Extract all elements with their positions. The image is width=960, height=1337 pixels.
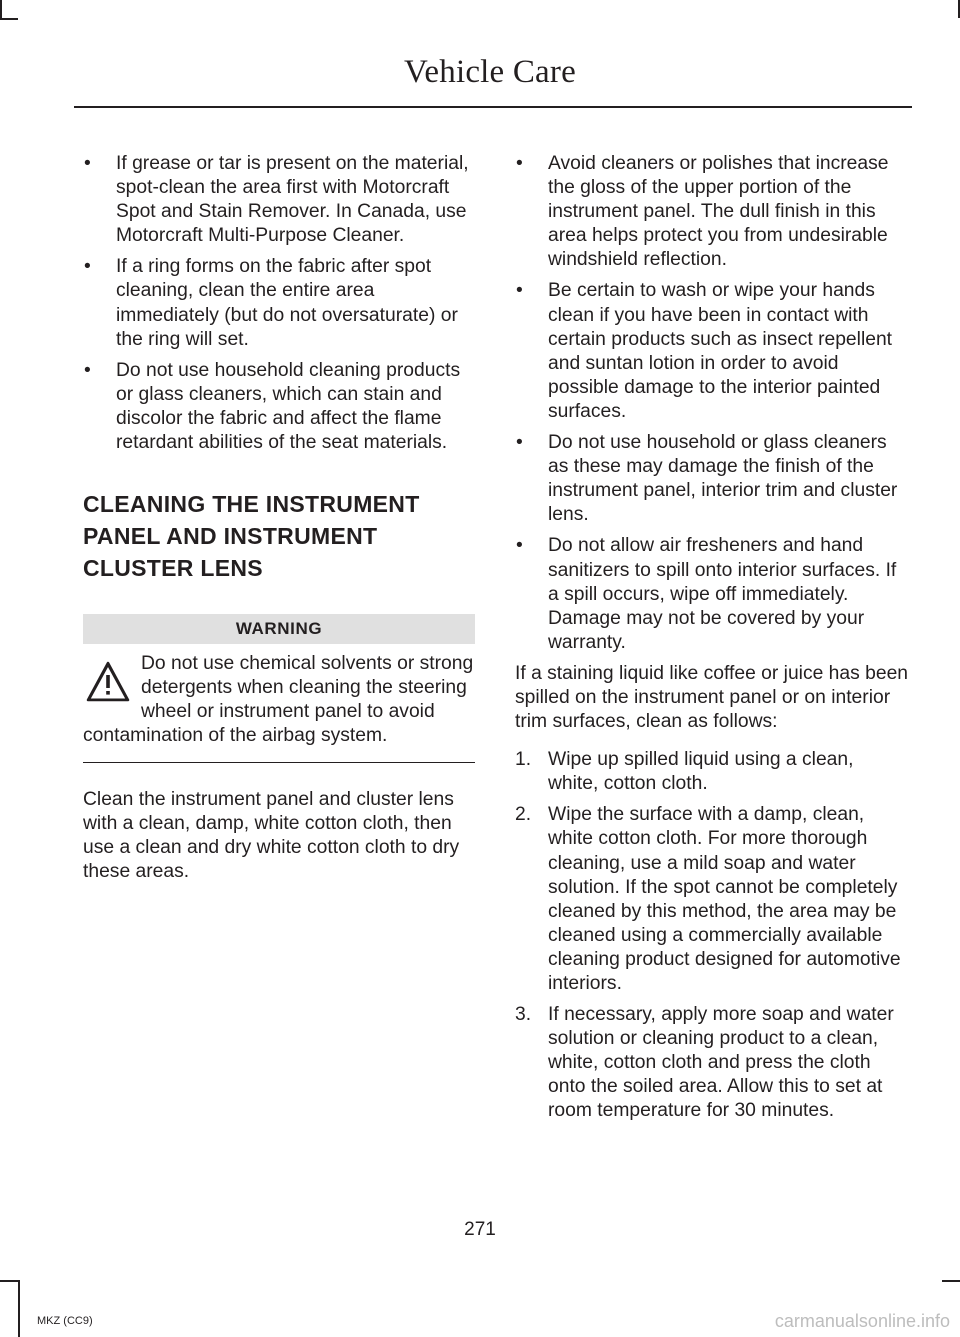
step-number: 1. (515, 749, 532, 771)
list-item (83, 152, 475, 248)
list-item (83, 255, 475, 351)
watermark: carmanualsonline.info (774, 1311, 950, 1331)
list-item-text: If a ring forms on the fabric after spot cleaning, clean the entire area immediately (but do not oversaturate) or the ring will set. (116, 256, 458, 350)
bullet-icon: • (516, 432, 523, 454)
step-number: 2. (515, 804, 532, 826)
list-item (515, 152, 909, 272)
list-item-text: If grease or tar is present on the material, spot-clean the area first with Motorcraft Spot and Stain Remover. In Canada, use Motorcraft Multi-Purpose Cleaner. (116, 153, 469, 247)
intro-paragraph: If a staining liquid like coffee or juice has been spilled on the instrument panel or on interior trim surfaces, clean as follows: (515, 662, 909, 733)
bullet-icon: • (516, 280, 523, 302)
list-item-text: Do not allow air fresheners and hand sanitizers to spill onto interior surfaces. If a spill occurs, wipe off immediately. Damage may not be covered by your warranty. (548, 535, 897, 653)
right-bullet-list (515, 152, 909, 655)
crop-mark-bottom-left (0, 1280, 18, 1282)
list-item (515, 1003, 909, 1123)
step-text: Wipe the surface with a damp, clean, white cotton cloth. For more thorough cleaning, use a mild soap and water solution. If the spot cannot be completely cleaned by this method, the area may be cleaned using a commercially available cleaning product designed for automotive interiors. (548, 804, 901, 994)
cleaning-steps-list (515, 748, 909, 1123)
left-column (83, 152, 475, 891)
footer-model-code: MKZ (CC9) (37, 1315, 93, 1327)
right-column (515, 152, 909, 1131)
list-item (83, 359, 475, 455)
list-item-text: Do not use household or glass cleaners as these may damage the finish of the instrument panel, interior trim and cluster lens. (548, 432, 898, 526)
bullet-icon: • (84, 359, 91, 381)
crop-mark-bottom-right (942, 1280, 960, 1282)
warning-triangle-icon (85, 660, 131, 704)
step-number: 3. (515, 1004, 532, 1026)
warning-box (83, 652, 475, 763)
warning-rule (83, 762, 475, 764)
body-paragraph: Clean the instrument panel and cluster lens with a clean, damp, white cotton cloth, then use a clean and dry white cotton cloth to dry these areas. (83, 789, 460, 883)
warning-text: Do not use chemical solvents or strong detergents when cleaning the steering wheel or instrument panel to avoid contamination of the airbag system. (83, 653, 474, 747)
page-header-title: Vehicle Care (404, 54, 576, 90)
crop-mark-top-right (958, 0, 960, 18)
step-text: If necessary, apply more soap and water solution or cleaning product to a clean, white, cotton cloth and press the cloth onto the soiled area. Allow this to set at room temperature for 30 minutes. (548, 1004, 894, 1122)
bullet-icon: • (84, 153, 91, 174)
crop-mark-bottom-left-v (18, 1280, 20, 1337)
step-text: Wipe up spilled liquid using a clean, white, cotton cloth. (548, 749, 854, 795)
list-item (515, 803, 909, 996)
crop-mark-top-left-h (0, 18, 18, 20)
bullet-icon: • (84, 256, 91, 278)
header-rule (74, 106, 912, 108)
list-item-text: Do not use household cleaning products or glass cleaners, which can stain and discolor the fabric and affect the flame retardant abilities of the seat materials. (116, 359, 461, 454)
list-item-text: Avoid cleaners or polishes that increase the gloss of the upper portion of the instrument panel. The dull finish in this area helps protect you from undesirable windshield reflection. (548, 153, 889, 271)
bullet-icon: • (516, 153, 523, 174)
list-item (515, 431, 909, 527)
list-item (515, 279, 909, 424)
page-number: 271 (464, 1219, 496, 1240)
warning-label: WARNING (83, 614, 475, 644)
list-item (515, 534, 909, 654)
left-bullet-list (83, 152, 475, 455)
section-heading: CLEANING THE INSTRUMENT PANEL AND INSTRUMENT CLUSTER LENS (83, 491, 420, 582)
list-item (515, 748, 909, 796)
list-item-text: Be certain to wash or wipe your hands clean if you have been in contact with certain products such as insect repellent and suntan lotion in order to avoid possible damage to the interior painted surfaces. (548, 280, 893, 422)
bullet-icon: • (516, 535, 523, 557)
crop-mark-top-left (0, 0, 2, 18)
